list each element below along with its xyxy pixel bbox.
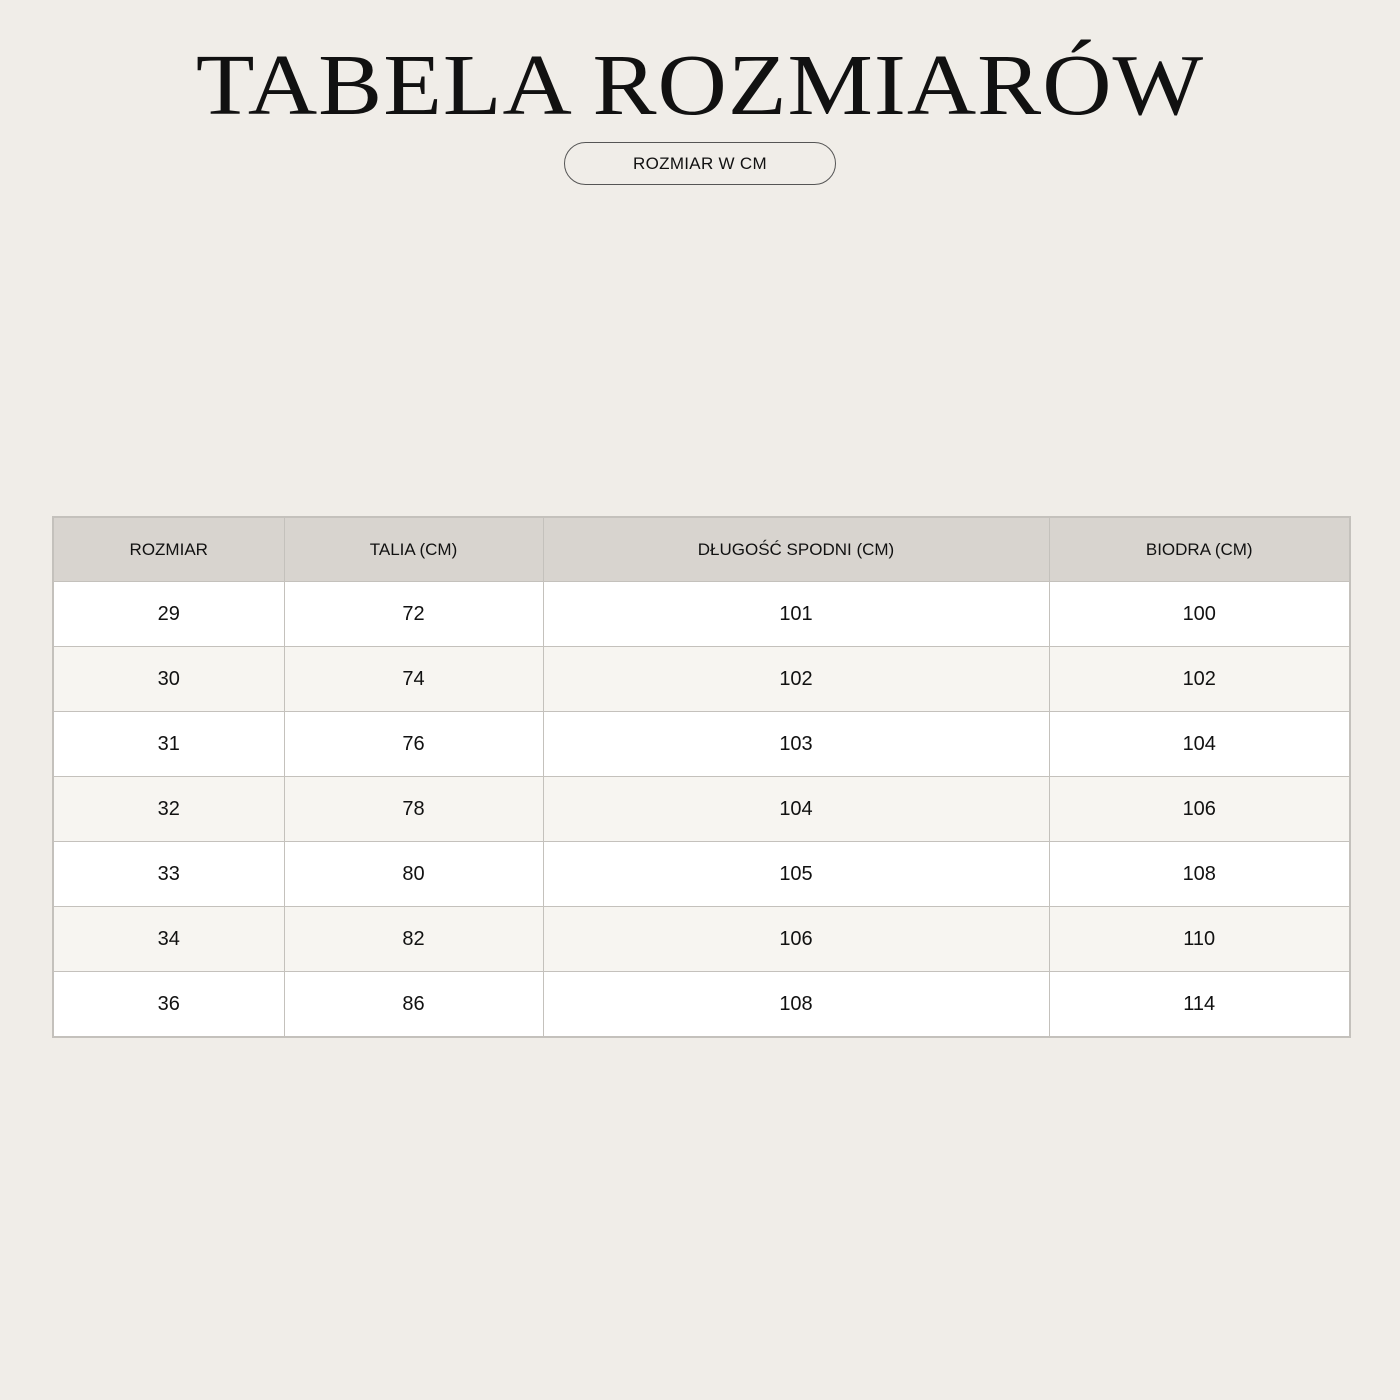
column-header-size: ROZMIAR [53,517,284,582]
cell-size: 29 [53,582,284,647]
cell-trouser-length: 101 [543,582,1049,647]
cell-size: 33 [53,842,284,907]
cell-waist: 74 [284,647,543,712]
table-row [53,777,1350,842]
table-row [53,907,1350,972]
cell-size: 30 [53,647,284,712]
table-row [53,972,1350,1038]
cell-hips: 106 [1049,777,1350,842]
page-title: TABELA ROZMIARÓW [195,36,1205,133]
cell-waist: 72 [284,582,543,647]
column-header-waist: TALIA (CM) [284,517,543,582]
cell-trouser-length: 108 [543,972,1049,1038]
cell-hips: 114 [1049,972,1350,1038]
table-row [53,647,1350,712]
column-header-hips: BIODRA (CM) [1049,517,1350,582]
cell-trouser-length: 105 [543,842,1049,907]
cell-hips: 108 [1049,842,1350,907]
table-row [53,582,1350,647]
cell-hips: 110 [1049,907,1350,972]
table-row [53,842,1350,907]
cell-trouser-length: 104 [543,777,1049,842]
cell-waist: 76 [284,712,543,777]
unit-badge: ROZMIAR W CM [564,142,836,185]
cell-waist: 82 [284,907,543,972]
cell-trouser-length: 102 [543,647,1049,712]
table-header-row [53,517,1350,582]
cell-size: 32 [53,777,284,842]
column-header-trouser-length: DŁUGOŚĆ SPODNI (CM) [543,517,1049,582]
table-row [53,712,1350,777]
size-table [52,516,1351,1038]
cell-hips: 100 [1049,582,1350,647]
cell-size: 36 [53,972,284,1038]
cell-trouser-length: 103 [543,712,1049,777]
cell-hips: 104 [1049,712,1350,777]
cell-waist: 78 [284,777,543,842]
cell-trouser-length: 106 [543,907,1049,972]
cell-waist: 86 [284,972,543,1038]
cell-hips: 102 [1049,647,1350,712]
cell-waist: 80 [284,842,543,907]
cell-size: 31 [53,712,284,777]
cell-size: 34 [53,907,284,972]
